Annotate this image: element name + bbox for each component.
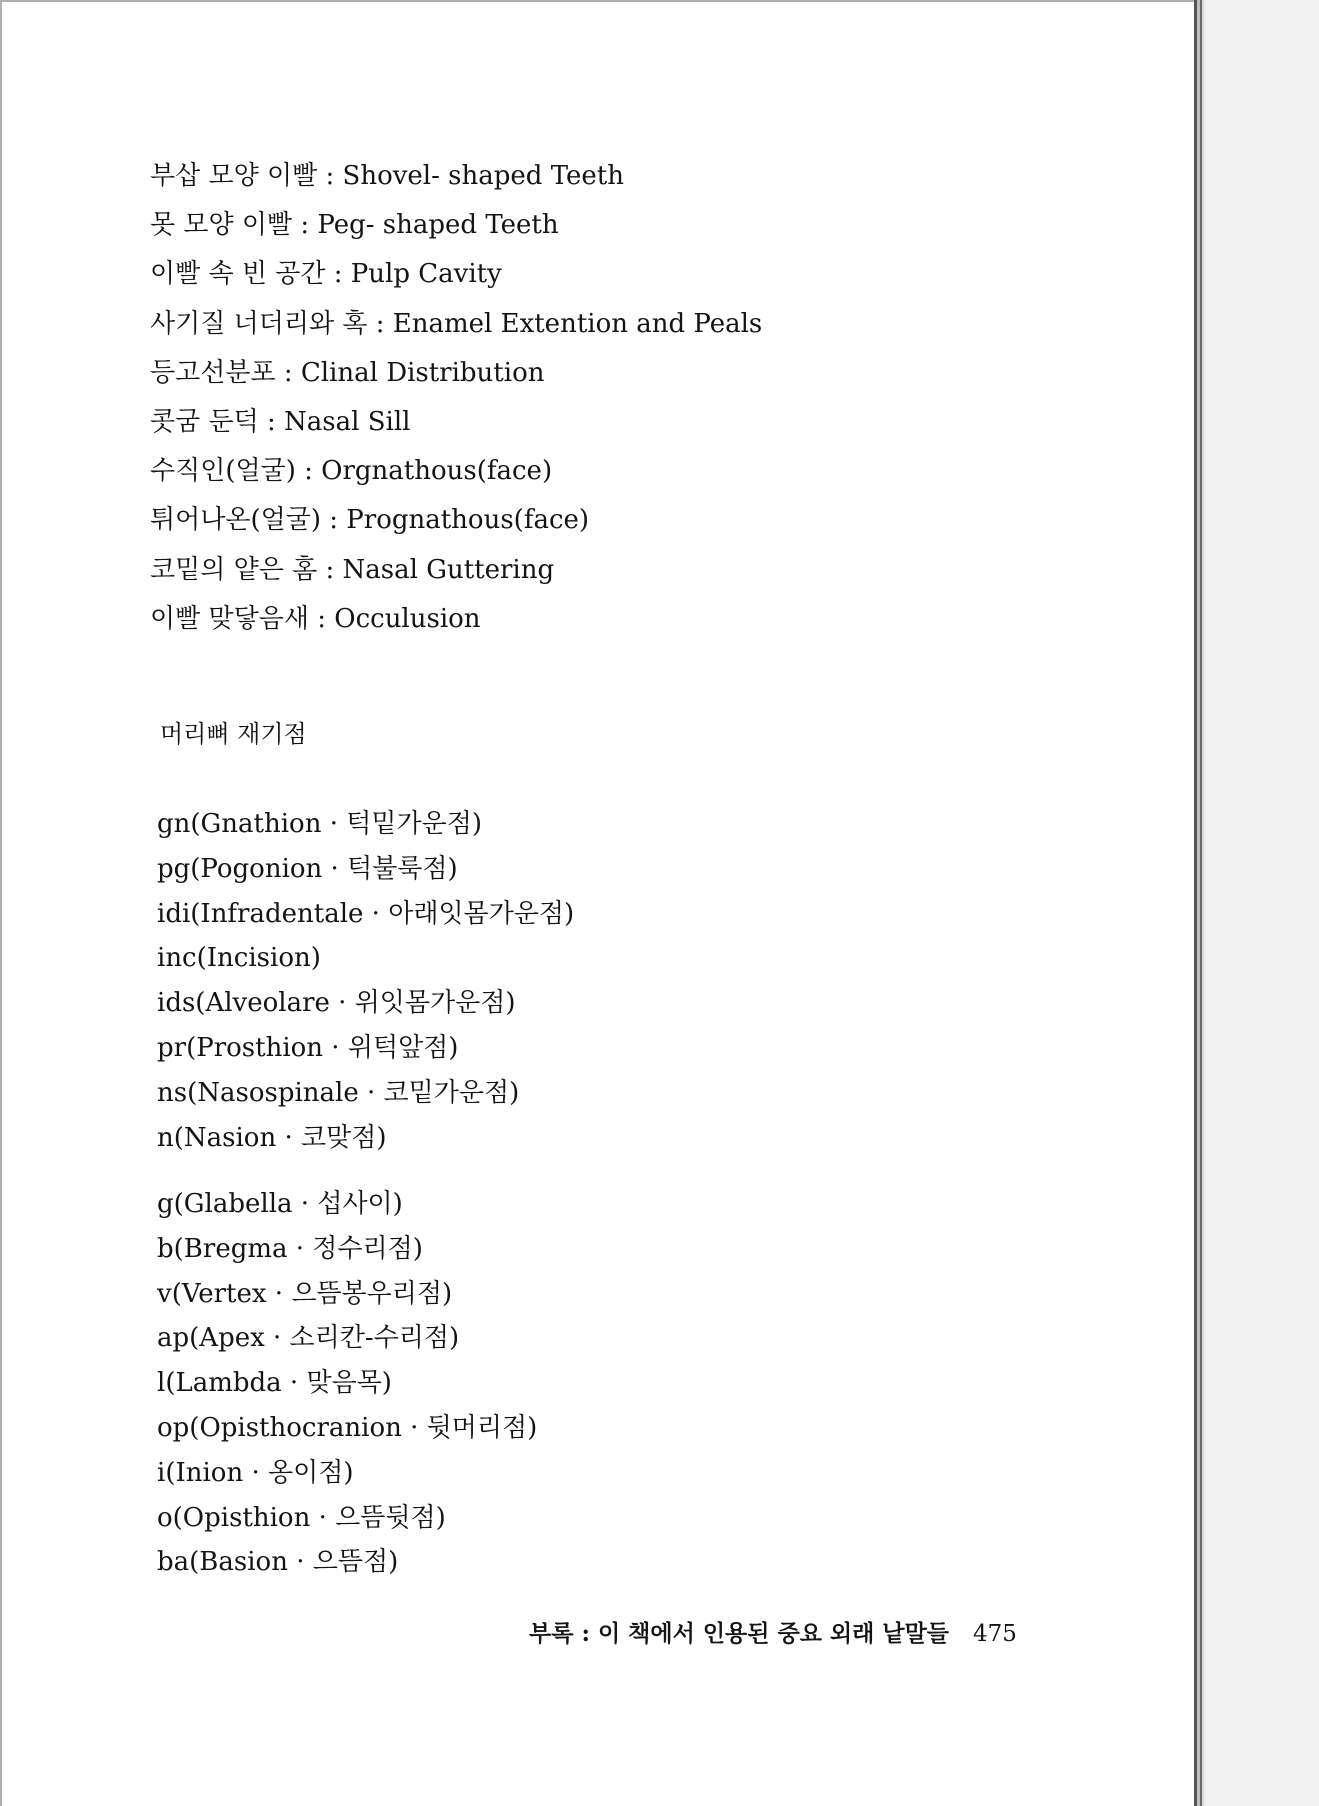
landmark-item: ap(Apex · 소리칸-수리점) xyxy=(157,1323,460,1354)
glossary-item: 등고선분포 : Clinal Distribution xyxy=(150,357,545,388)
landmark-item: g(Glabella · 섭사이) xyxy=(157,1189,403,1219)
glossary-list xyxy=(150,152,762,644)
page-footer xyxy=(529,1614,1017,1654)
landmark-item: ba(Basion · 으뜸점) xyxy=(157,1547,399,1578)
landmark-item: inc(Incision) xyxy=(157,943,321,974)
landmark-item: idi(Infradentale · 아래잇몸가운점) xyxy=(157,898,575,929)
landmark-list-cranial xyxy=(157,1182,537,1585)
landmark-item: ns(Nasospinale · 코밑가운점) xyxy=(157,1077,520,1108)
landmark-item: op(Opisthocranion · 뒷머리점) xyxy=(157,1412,538,1443)
glossary-item: 부삽 모양 이빨 : Shovel- shaped Teeth xyxy=(150,161,624,191)
landmark-item: ids(Alveolare · 위잇몸가운점) xyxy=(157,988,516,1019)
glossary-item: 이빨 맞닿음새 : Occulusion xyxy=(150,603,481,634)
landmark-item: gn(Gnathion · 턱밑가운점) xyxy=(157,809,482,839)
landmark-list-facial xyxy=(157,802,574,1160)
glossary-item: 수직인(얼굴) : Orgnathous(face) xyxy=(150,456,553,487)
glossary-item: 코밑의 얕은 홈 : Nasal Guttering xyxy=(150,554,555,585)
running-title: 부록 : 이 책에서 인용된 중요 외래 낱말들 xyxy=(529,1620,950,1647)
glossary-item: 튀어나온(얼굴) : Prognathous(face) xyxy=(150,505,590,536)
landmark-item: pr(Prosthion · 위턱앞점) xyxy=(157,1032,459,1063)
page-edge-shadow xyxy=(1194,0,1204,1806)
landmark-item: o(Opisthion · 으뜸뒷점) xyxy=(157,1502,446,1533)
landmark-item: v(Vertex · 으뜸봉우리점) xyxy=(157,1278,453,1309)
page-number: 475 xyxy=(973,1621,1017,1647)
landmark-item: n(Nasion · 코맞점) xyxy=(157,1122,387,1153)
glossary-item: 못 모양 이빨 : Peg- shaped Teeth xyxy=(150,210,559,241)
landmark-item: b(Bregma · 정수리점) xyxy=(157,1233,423,1264)
glossary-item: 콧굼 둔덕 : Nasal Sill xyxy=(150,406,411,437)
landmark-item: l(Lambda · 맞음목) xyxy=(157,1368,392,1399)
glossary-item: 사기질 너더리와 혹 : Enamel Extention and Peals xyxy=(150,308,763,339)
section-heading: 머리뼈 재기점 xyxy=(160,720,307,748)
glossary-item: 이빨 속 빈 공간 : Pulp Cavity xyxy=(150,259,502,290)
landmark-item: i(Inion · 옹이점) xyxy=(157,1457,354,1488)
landmark-item: pg(Pogonion · 턱불룩점) xyxy=(157,853,458,884)
